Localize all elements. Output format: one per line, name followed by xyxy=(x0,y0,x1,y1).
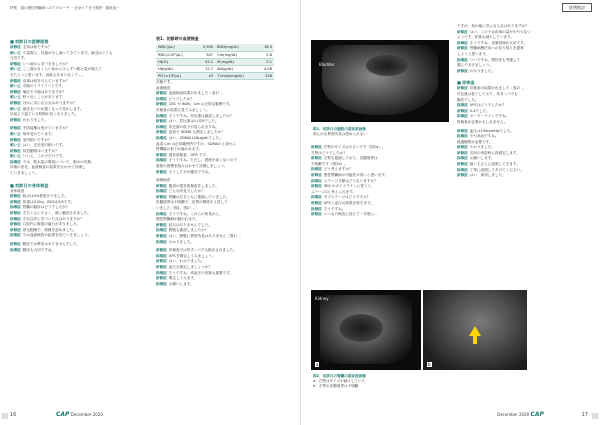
speaker-label: 研修医 xyxy=(156,119,167,124)
lab-results-table xyxy=(156,44,274,80)
dialogue-text: そうですね。これらの所見から、 xyxy=(168,211,223,216)
speaker-label: 指導医 xyxy=(156,270,167,275)
speaker-label: 研修医 xyxy=(156,152,167,157)
page-footer xyxy=(56,411,103,418)
speaker-label: 指導医 xyxy=(10,216,21,221)
speaker-label: 指導医 xyxy=(457,114,468,119)
page-number-right: 17 xyxy=(581,412,588,418)
table-title: 表1．初診時の血液検査 xyxy=(156,36,199,41)
speaker-label: 飼い主 xyxy=(10,143,21,148)
table-cell: T-cholo(mg/dL) xyxy=(215,72,257,79)
dialogue-text: ですが、何か他に気になる点はありますか？ xyxy=(457,24,529,28)
dialogue-text: 尿検査の結果が出ました（表2）。 xyxy=(469,86,526,91)
speaker-label: 研修医 xyxy=(156,276,167,281)
dialogue-text: はい、尿比重は1.020でした。 xyxy=(168,119,219,124)
speaker-label: 飼い主 xyxy=(10,131,21,136)
dialogue-text: そうですね。 xyxy=(323,206,346,211)
dialogue-text: 食事は何を与えていますか？ xyxy=(22,78,70,83)
speaker-label: 研修医 xyxy=(311,156,322,161)
dialogue-text: 毎年受けています。 xyxy=(22,131,55,136)
speaker-label: 指導医 xyxy=(10,247,21,252)
dialogue-text: 血圧は150mmHgでした。 xyxy=(469,128,514,133)
speaker-label: 飼い主 xyxy=(10,50,21,55)
speaker-label: 指導医 xyxy=(457,103,468,108)
table-cell: 256 xyxy=(257,72,274,79)
speaker-label: 研修医 xyxy=(457,46,468,51)
dialogue-text: 血液検査結果が出ました（表1）。 xyxy=(168,91,225,96)
dialogue-text: 慢性腎臓病が疑われます。 xyxy=(156,217,199,222)
table-cell: Ht(%) xyxy=(156,58,195,65)
speaker-label: 研修医 xyxy=(311,172,322,177)
dialogue-text: 状態です。 xyxy=(156,80,174,84)
dialogue-text: どんな所見でしたか？ xyxy=(168,189,205,194)
table-cell: 18.9 xyxy=(257,44,274,51)
issue-date: December 2020 xyxy=(70,412,103,417)
dialogue-text: ほかに気になる点はありますか？ xyxy=(22,100,77,105)
left-column-1 xyxy=(10,36,148,391)
dialogue-text: 嘔吐や下痢はありますか？ xyxy=(22,89,66,94)
dialogue-line xyxy=(311,212,449,218)
speaker-label: 研修医 xyxy=(156,265,167,269)
speaker-label: 研修医 xyxy=(10,242,21,246)
dialogue-text: どう考えますか？ xyxy=(323,167,353,172)
dialogue-text: 0.4でした。 xyxy=(469,108,490,113)
table-cell: RBC(×10⁶/μL) xyxy=(156,51,195,58)
table-row xyxy=(156,72,274,79)
dialogue-text: やや高めですね。 xyxy=(469,134,499,139)
dialogue-text: 市販のドライフードです。 xyxy=(22,84,66,89)
speaker-label: 指導医 xyxy=(311,178,322,183)
speaker-label: 指導医 xyxy=(156,96,167,101)
dialogue-text: ステージ分類はどうなりますか？ xyxy=(323,178,378,183)
dialogue-text: 左右ともに小さく、硬く触知されました。 xyxy=(22,211,91,216)
table-cell: PLT(×10⁴/μL) xyxy=(156,72,195,79)
speaker-label: 指導医 xyxy=(10,233,21,238)
dialogue-text: UPCはどうでしたか？ xyxy=(469,103,506,108)
dialogue-text: 腎臓の触診はどうでしたか？ xyxy=(22,205,70,210)
table-row xyxy=(156,44,274,51)
dialogue-text: 聴診も大切ですね。 xyxy=(22,247,56,252)
speaker-label: 研修医 xyxy=(10,194,21,199)
dialogue-text: 時々吐くことがあります。 xyxy=(22,95,66,100)
dialogue-text: UPCと血圧の結果を待ちます。 xyxy=(323,200,374,205)
dialogue-text: 室内飼いですか？ xyxy=(22,137,52,142)
dialogue-line xyxy=(10,248,148,254)
speaker-label: 研修医 xyxy=(10,78,21,83)
dialogue-text: 主訴は何ですか？ xyxy=(22,45,52,49)
table-cell: 3.1 xyxy=(257,58,274,65)
right-column-middle xyxy=(311,145,449,285)
figure-2a-ultrasound xyxy=(311,290,421,370)
speaker-label: 研修医 xyxy=(156,183,167,188)
paragraph-gap xyxy=(457,74,591,77)
speaker-label: 飼い主 xyxy=(10,154,21,159)
dialogue-text: 尿検査では尿タンパクも検出されました。 xyxy=(168,248,237,253)
speaker-label: 指導医 xyxy=(156,189,167,194)
dialogue-text: UPCを測定してみましょう。 xyxy=(168,253,216,258)
page-footer-right xyxy=(497,411,544,418)
dialogue-text: 丁寧に説明してあげてください。 xyxy=(469,167,524,172)
dialogue-text: 身体検査 xyxy=(10,188,25,193)
kidney-label: Kidney xyxy=(315,296,329,301)
right-page xyxy=(300,0,600,425)
speaker-label: 研修医 xyxy=(156,259,167,264)
speaker-label: 飼い主 xyxy=(10,106,21,111)
speaker-label: 指導医 xyxy=(156,158,167,163)
dialogue-text: 口腔内に軽度の歯石がありました。 xyxy=(22,222,81,227)
dialogue-text: そうですね。尿比重は確認しましたか？ xyxy=(168,113,234,118)
speaker-label: 研修医 xyxy=(311,200,322,205)
table-cell: Hb(g/dL) xyxy=(156,65,195,72)
dialogue-text: そうですね、高血圧の有無も重要です。 xyxy=(168,270,234,275)
dialogue-text: 不明瞭です（図2b）。 xyxy=(311,161,348,166)
dialogue-text: 予防接種は受けていますか？ xyxy=(22,126,70,131)
speaker-label: 研修医 xyxy=(457,29,468,34)
dialogue-text: お願いします。 xyxy=(168,281,194,286)
dialogue-text: 飼い主さんに説明してきます。 xyxy=(469,162,520,167)
dialogue-text: 腎臓病療法食への切り替えを提案 xyxy=(469,46,524,51)
dialogue-text: そうですね。ただし、感度が高くないので xyxy=(168,158,238,163)
left-column-2 xyxy=(156,80,290,390)
dialogue-text: 左腎も萎縮しており、皮髄境界は xyxy=(323,156,378,161)
speaker-label: 研修医 xyxy=(311,145,322,149)
dialogue-text: きたように思います。食欲もあまりなくて…。 xyxy=(10,72,86,77)
dialogue-line xyxy=(156,282,290,288)
dialogue-text: いつ頃から気づきましたか？ xyxy=(22,61,70,66)
page-corner-marker-right xyxy=(592,413,598,419)
speaker-label: 研修医 xyxy=(156,130,167,135)
dialogue-text: 次回の来院時に再測定します。 xyxy=(469,150,520,155)
dialogue-text: 最近毛づやが悪くなった気がします。 xyxy=(22,106,84,111)
dialogue-text: しようと思います。 xyxy=(457,51,490,56)
speaker-label: 指導医 xyxy=(457,40,468,45)
dialogue-text: それ以外に気づいた点はありますか？ xyxy=(22,216,84,221)
speaker-label: 指導医 xyxy=(457,134,468,139)
table-cell: 947 xyxy=(195,51,215,58)
right-column xyxy=(457,24,591,394)
dialogue-text: 血圧も測定しましょうか？ xyxy=(168,265,212,269)
speaker-label: 飼い主 xyxy=(10,95,21,100)
dialogue-text: ステージ2と考えられます。 xyxy=(311,189,356,194)
speaker-label: 研修医 xyxy=(457,162,468,167)
dialogue-text: 聴診では異常はありませんでした。 xyxy=(22,242,81,246)
dialogue-text: わかりました。 xyxy=(469,145,495,150)
table-cell: Alb(g/dL) xyxy=(215,65,257,72)
dialogue-text: 陽性でした。 xyxy=(457,97,479,102)
figure-1-ultrasound xyxy=(311,40,449,122)
dialogue-text: ここ数か月くらい前から少しずつ飲む量が増えて xyxy=(22,67,102,72)
dialogue-text: いました（図1、図2）。 xyxy=(156,206,197,211)
dialogue-text: 超音波検査、GFR です。 xyxy=(168,152,210,157)
dialogue-text: そうした方が確実ですね。 xyxy=(168,169,212,174)
speaker-label: 研修医 xyxy=(10,211,21,216)
speaker-label: 研修医 xyxy=(10,137,21,142)
dialogue-text: 体重の変化、血液検査の結果を合わせて評価し xyxy=(10,165,86,170)
speaker-label: 指導医 xyxy=(457,156,468,161)
dialogue-text: 尿比重の低下が見られますね。 xyxy=(168,124,220,129)
speaker-label: 研修医 xyxy=(10,227,21,232)
dialogue-text: 右腎のサイズは小さいです（図2a）。 xyxy=(323,145,386,149)
speaker-label: 研修医 xyxy=(156,194,167,199)
dialogue-text: わかりました。 xyxy=(168,239,194,244)
section-heading: ■ 初診日の身体検査 xyxy=(10,182,148,189)
table-cell: IP(mg/dL) xyxy=(215,58,257,65)
dialogue-text: サブステージはどうですか？ xyxy=(323,195,371,200)
dialogue-text: 腎臓は左右ともに萎縮していました。 xyxy=(168,194,230,199)
dialogue-text: はい、完全室内飼いです。 xyxy=(22,143,66,148)
dialogue-text: CBC や BUN、Cre は正常な範囲です。 xyxy=(168,102,233,107)
brand-logo-right: CAP xyxy=(530,411,544,418)
dialogue-text: 血清 Cre は正常範囲内ですが、SDMAの上昇から xyxy=(156,141,237,146)
dialogue-text: いつもの検査に加えて一年後に… xyxy=(323,212,378,217)
speaker-label: 指導医 xyxy=(457,167,468,172)
speaker-label: 研修医 xyxy=(156,91,167,96)
table-cell: 12.7 xyxy=(195,65,215,72)
section-heading: ■ 初診日の医療面接 xyxy=(10,38,148,45)
dialogue-text: 体重は3.2kg、BCSは2/5です。 xyxy=(22,199,75,204)
table-cell: 4.06 xyxy=(257,65,274,72)
dialogue-text: では血液検査の結果を見ていきましょう。 xyxy=(22,233,92,238)
table-row xyxy=(156,51,274,58)
speaker-label: 指導医 xyxy=(457,57,468,62)
speaker-label: 研修医 xyxy=(457,150,468,155)
dialogue-text: 慢性腎臓病の可能性が高いと思います。 xyxy=(323,172,389,177)
table-cell: 0.8 xyxy=(257,51,274,58)
table-row xyxy=(156,65,274,72)
speaker-label: 飼い主 xyxy=(10,84,21,89)
section-tab: 症例検討 xyxy=(562,3,592,12)
speaker-label: 指導医 xyxy=(311,167,322,172)
speaker-label: 研修医 xyxy=(10,117,21,122)
speaker-label: 指導医 xyxy=(156,239,167,244)
speaker-label: 飼い主 xyxy=(10,67,21,72)
speaker-label: 研修医 xyxy=(311,184,322,189)
dialogue-text: 尿比重は低下しており、尿タンパクも xyxy=(457,91,518,96)
speaker-label: 指導医 xyxy=(311,206,322,211)
speaker-label: 研修医 xyxy=(10,45,21,49)
dialogue-text: 皮髄境界は不明瞭で、皮質の輝度が上昇して xyxy=(156,200,228,205)
dialogue-text: はい、膀胱に異常所見はありません（図1）。 xyxy=(168,234,243,239)
speaker-label: 指導医 xyxy=(156,228,167,233)
dialogue-text: 被毛粗剛で、削痩を認めました。 xyxy=(22,227,77,232)
speaker-label: 研修医 xyxy=(10,61,21,66)
dialogue-text: 同居動物はいますか？ xyxy=(22,148,59,153)
dialogue-text: 少量飲み、体重が少し減ってきています。最近はとても xyxy=(22,50,113,55)
dialogue-text: 複数の指標を組み合わせて評価しましょう。 xyxy=(156,163,228,168)
dialogue-text: ていきましょう。 xyxy=(10,171,39,176)
dialogue-text: いいえ、この子だけです。 xyxy=(22,154,66,159)
table-cell: 42.1 xyxy=(195,58,215,65)
figure-2a-marker: a xyxy=(316,362,319,367)
table-cell: Cre(mg/dL) xyxy=(215,51,257,58)
dialogue-text: はい、この子は食事の量がやや少ない xyxy=(469,29,531,34)
dialogue-text: では、飲水量の増加について、脱水の有無、 xyxy=(22,159,95,164)
speaker-label: 研修医 xyxy=(156,102,167,107)
table-cell: 5,900 xyxy=(195,44,215,51)
dialogue-text: どうでしたか？ xyxy=(168,96,194,101)
speaker-label: 研修医 xyxy=(457,68,468,73)
speaker-label: 研修医 xyxy=(457,145,468,150)
speaker-label: 指導医 xyxy=(10,159,21,164)
dialogue-text: そうですね、食事管理が大切です。 xyxy=(469,40,527,45)
dialogue-text: 脱水は5%程度ありました。 xyxy=(22,194,69,199)
lab-table-block xyxy=(156,36,290,80)
speaker-label: 指導医 xyxy=(10,205,21,210)
speaker-label: 指導医 xyxy=(156,281,167,286)
dialogue-text: 元気です。 xyxy=(10,56,28,61)
dialogue-text: はい、SDMAは18μg/dLでした。 xyxy=(168,135,223,140)
table-cell: BUN(mg/dL) xyxy=(215,44,257,51)
table-cell: 43 xyxy=(195,72,215,79)
page-corner-marker xyxy=(2,413,8,419)
speaker-label: 研修医 xyxy=(10,148,21,153)
table-row xyxy=(156,58,274,65)
speaker-label: 研修医 xyxy=(10,199,21,204)
dialogue-text: 尿検査の結果も見てみましょう。 xyxy=(156,107,210,112)
dialogue-text: IRIS のガイドラインに従うと、 xyxy=(323,184,375,189)
dialogue-text: 選んであげましょう。 xyxy=(457,63,493,68)
dialogue-text: 画像検査 xyxy=(156,178,171,183)
page-header: 特集 猫の慢性腎臓病へのアプローチ －全身ケアまで視野・徹底追－ xyxy=(10,6,120,10)
dialogue-text: いいですね。嗜好性も考慮して xyxy=(469,57,521,62)
speaker-label: 研修医 xyxy=(10,126,21,131)
dialogue-text: 結石はありませんでした。 xyxy=(168,222,212,227)
dialogue-text: 膀胱も確認しましたか？ xyxy=(168,228,209,233)
dialogue-text: 以前より寝ている時間が長くなりました。 xyxy=(10,112,79,117)
dialogue-text: ようです。体重も減少しています。 xyxy=(457,35,514,40)
speaker-label: 研修医 xyxy=(10,100,21,105)
dialogue-text: 再検査が必要かもしれません。 xyxy=(457,119,508,124)
dialogue-text: はい、わかりました。 xyxy=(168,259,205,264)
dialogue-text: ボーダーラインですね。 xyxy=(469,114,510,119)
bladder-label: Bladder xyxy=(319,62,335,67)
dialogue-text: 腎機能の低下が疑われます。 xyxy=(156,147,203,152)
speaker-label: 研修医 xyxy=(10,222,21,227)
figure-2-caption: 図2．初診日の腎臓の超音波画像 a：右腎はサイズが減少していた b：左腎の皮髄境界は不明瞭 xyxy=(313,374,366,388)
dialogue-text: 腹部の超音波検査をしました。 xyxy=(168,183,220,188)
figure-2b-marker: b xyxy=(428,362,431,367)
speaker-label: 研修医 xyxy=(457,86,468,91)
section-heading: ■ 尿検査 xyxy=(457,79,591,86)
speaker-label: 指導医 xyxy=(311,195,322,200)
speaker-label: 研修医 xyxy=(156,169,167,174)
dialogue-text: 左腎はどうでしたか？ xyxy=(311,150,347,155)
speaker-label: 指導医 xyxy=(156,135,167,140)
speaker-label: 研修医 xyxy=(10,89,21,94)
speaker-label: 研修医 xyxy=(156,248,167,253)
dialogue-text: 測定してみます。 xyxy=(168,276,198,281)
speaker-label: 指導医 xyxy=(156,124,167,129)
speaker-label: 指導医 xyxy=(156,113,167,118)
speaker-label: 指導医 xyxy=(156,211,167,216)
dialogue-text: わかりました。 xyxy=(469,68,495,73)
speaker-label: 研修医 xyxy=(156,222,167,227)
brand-logo: CAP xyxy=(56,411,70,418)
figure-1-caption: 図1．初診日の膀胱の超音波画像 明らかな異常所見は認められない xyxy=(313,127,367,136)
speaker-label: 研修医 xyxy=(457,108,468,113)
dialogue-text: 追加で SDMA も測定しましたか？ xyxy=(168,130,225,135)
speaker-label: 研修医 xyxy=(311,212,322,217)
dialogue-text: 経過観察が必要です。 xyxy=(457,139,493,144)
dialogue-text: はい、承知しました。 xyxy=(469,173,506,178)
issue-date-right: December 2020 xyxy=(497,412,530,417)
dialogue-text: 血液検査 xyxy=(156,85,171,90)
speaker-label: 研修医 xyxy=(457,173,468,178)
speaker-label: 研修医 xyxy=(457,128,468,133)
dialogue-text: お願いします。 xyxy=(469,156,495,161)
paragraph-gap xyxy=(10,177,148,180)
dialogue-text: わかりました。 xyxy=(22,117,48,122)
dialogue-line xyxy=(457,173,591,179)
page-number: 16 xyxy=(10,412,17,418)
speaker-label: 研修医 xyxy=(156,234,167,239)
speaker-label: 指導医 xyxy=(156,253,167,258)
table-cell: WBC(/μL) xyxy=(156,44,195,51)
